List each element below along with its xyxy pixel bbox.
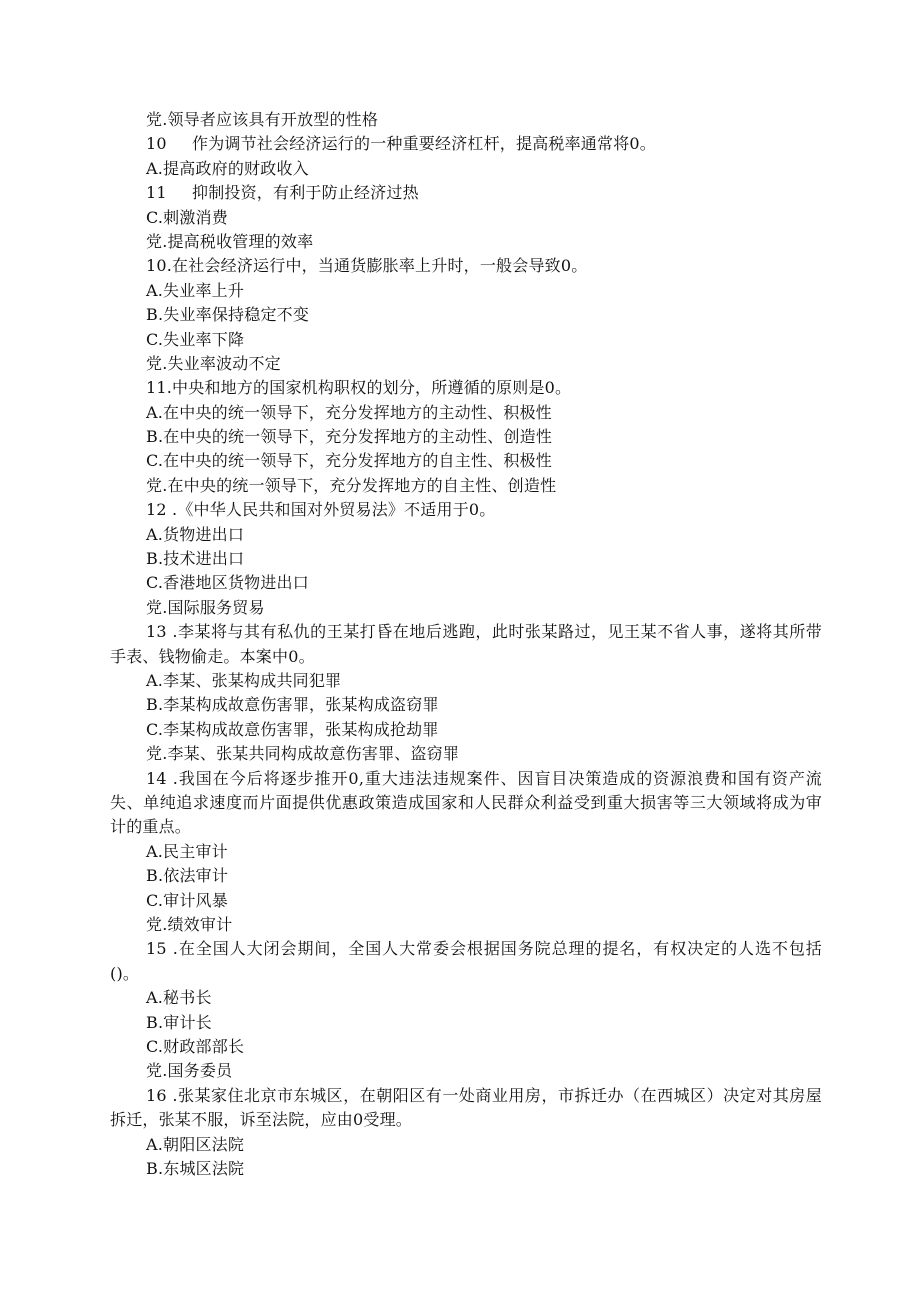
text-line: C.审计风暴 — [146, 890, 228, 910]
line-text: 作为调节社会经济运行的一种重要经济杠杆，提高税率通常将0。 — [192, 134, 656, 154]
text-line: B.审计长 — [146, 1012, 212, 1032]
text-line: A.朝阳区法院 — [146, 1134, 245, 1154]
text-line: 党.领导者应该具有开放型的性格 — [146, 110, 379, 129]
text-line: 党.国务委员 — [146, 1061, 233, 1081]
text-line: A.在中央的统一领导下，充分发挥地方的主动性、积极性 — [146, 402, 552, 422]
text-line: B.技术进出口 — [146, 549, 245, 569]
text-line: 党.在中央的统一领导下，充分发挥地方的自主性、创造性 — [146, 475, 557, 495]
text-line: C.在中央的统一领导下，充分发挥地方的自主性、积极性 — [146, 451, 552, 471]
text-line: A.李某、张某构成共同犯罪 — [146, 671, 342, 691]
numbered-line — [110, 181, 822, 205]
text-line: 党.绩效审计 — [146, 914, 233, 934]
text-line: 党.提高税收管理的效率 — [146, 231, 314, 251]
text-line: 12 .《中华人民共和国对外贸易法》不适用于0。 — [146, 500, 496, 520]
text-line: C.李某构成故意伤害罪，张某构成抢劫罪 — [146, 719, 439, 739]
text-line: C.失业率下降 — [146, 329, 245, 349]
text-line: C.刺激消费 — [146, 207, 228, 227]
question-paragraph: 15 .在全国人大闭会期间，全国人大常委会根据国务院总理的提名，有权决定的人选不包括()。 — [110, 939, 822, 983]
question-paragraph: 13 .李某将与其有私仇的王某打昏在地后逃跑，此时张某路过，见王某不省人事，遂将其所带手表、钱物偷走。本案中0。 — [110, 622, 822, 666]
text-line: 11.中央和地方的国家机构职权的划分，所遵循的原则是0。 — [146, 378, 572, 398]
text-line: B.依法审计 — [146, 866, 229, 886]
item-number: 11 — [146, 183, 167, 203]
text-line: B.东城区法院 — [146, 1158, 245, 1178]
text-line: A.民主审计 — [146, 841, 228, 861]
text-line: A.秘书长 — [146, 988, 212, 1008]
text-line: B.在中央的统一领导下，充分发挥地方的主动性、创造性 — [146, 427, 553, 447]
text-line: C.香港地区货物进出口 — [146, 573, 309, 593]
text-line: 党.李某、张某共同构成故意伤害罪、盗窃罪 — [146, 744, 460, 764]
text-line: 党.国际服务贸易 — [146, 597, 265, 617]
item-number: 10 — [146, 134, 167, 154]
question-paragraph: 14 .我国在今后将逐步推开0,重大违法违规案件、因盲目决策造成的资源浪费和国有资产流失、单纯追求速度而片面提供优惠政策造成国家和人民群众利益受到重大损害等三大领域将成为审计的重点。 — [110, 768, 822, 837]
text-line: B.失业率保持稳定不变 — [146, 305, 310, 325]
text-line: B.李某构成故意伤害罪，张某构成盗窃罪 — [146, 695, 439, 715]
text-line: A.货物进出口 — [146, 524, 245, 544]
text-line: 党.失业率波动不定 — [146, 353, 281, 373]
text-line: A.失业率上升 — [146, 280, 245, 300]
text-line: C.财政部部长 — [146, 1036, 245, 1056]
text-line: 10.在社会经济运行中，当通货膨胀率上升时，一般会导致0。 — [146, 256, 588, 276]
text-line: A.提高政府的财政收入 — [146, 158, 309, 178]
question-paragraph: 16 .张某家住北京市东城区，在朝阳区有一处商业用房，市拆迁办（在西城区）决定对其房屋拆迁，张某不服，诉至法院，应由0受理。 — [110, 1085, 822, 1130]
numbered-line — [110, 132, 822, 156]
document-body — [110, 108, 822, 1181]
line-text: 抑制投资，有利于防止经济过热 — [192, 183, 419, 203]
